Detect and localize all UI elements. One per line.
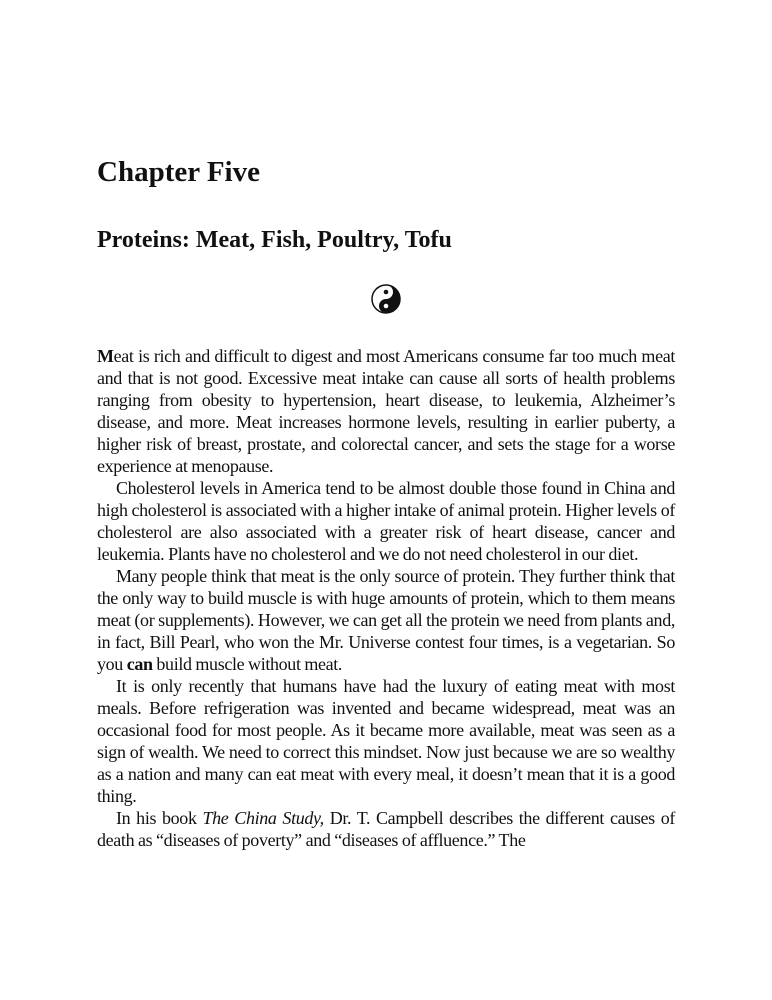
chapter-title: Chapter Five [97, 156, 260, 188]
paragraph-text: Many people think that meat is the only source of protein. They further think that the only way to build muscle is with huge amounts of protein, which to them means meat (or supplements). However, we can get all the protein we need from plants and, in fact, Bill Pearl, who won the Mr. Universe contest four times, is a vegetarian. So you [97, 566, 675, 674]
paragraph [97, 345, 675, 477]
paragraph [97, 807, 675, 851]
drop-cap: M [97, 346, 114, 366]
chapter-subtitle: Proteins: Meat, Fish, Poultry, Tofu [97, 227, 452, 253]
paragraph [97, 477, 675, 565]
paragraph-text: eat is rich and difficult to digest and most Americans consume far too much meat and that is not good. Excessive meat intake can cause all sorts of health problems ranging from obesity to hypertension, heart disease, to leukemia, Alzheimer’s disease, and more. Meat increases hormone levels, resulting in earlier puberty, a higher risk of breast, prostate, and colorectal cancer, and sets the stage for a worse experience at menopause. [97, 346, 675, 476]
paragraph [97, 675, 675, 807]
paragraph-text: In his book [116, 808, 203, 828]
paragraph-text: build muscle without meat. [152, 654, 343, 674]
paragraph-text: Cholesterol levels in America tend to be almost double those found in China and high cholesterol is associated with a higher intake of animal protein. Higher levels of cholesterol are also associated with a greater risk of heart disease, cancer and leukemia. Plants have no cholesterol and we do not need cholesterol in our diet. [97, 478, 675, 564]
emphasis-bold: can [126, 654, 153, 674]
yin-yang-icon [371, 284, 401, 314]
paragraph [97, 565, 675, 675]
paragraph-text: Dr. T. Campbell describes the different causes of death as “diseases of poverty” and “diseases of affluence.” The [97, 808, 675, 850]
body-text [97, 345, 675, 851]
book-title: The China Study, [202, 808, 324, 828]
paragraph-text: It is only recently that humans have had the luxury of eating meat with most meals. Before refrigeration was invented and became widespread, meat was an occasional food for most people. As it became more available, meat was seen as a sign of wealth. We need to correct this mindset. Now just because we are so wealthy as a nation and many can eat meat with every meal, it doesn’t mean that it is a good thing. [97, 676, 675, 806]
